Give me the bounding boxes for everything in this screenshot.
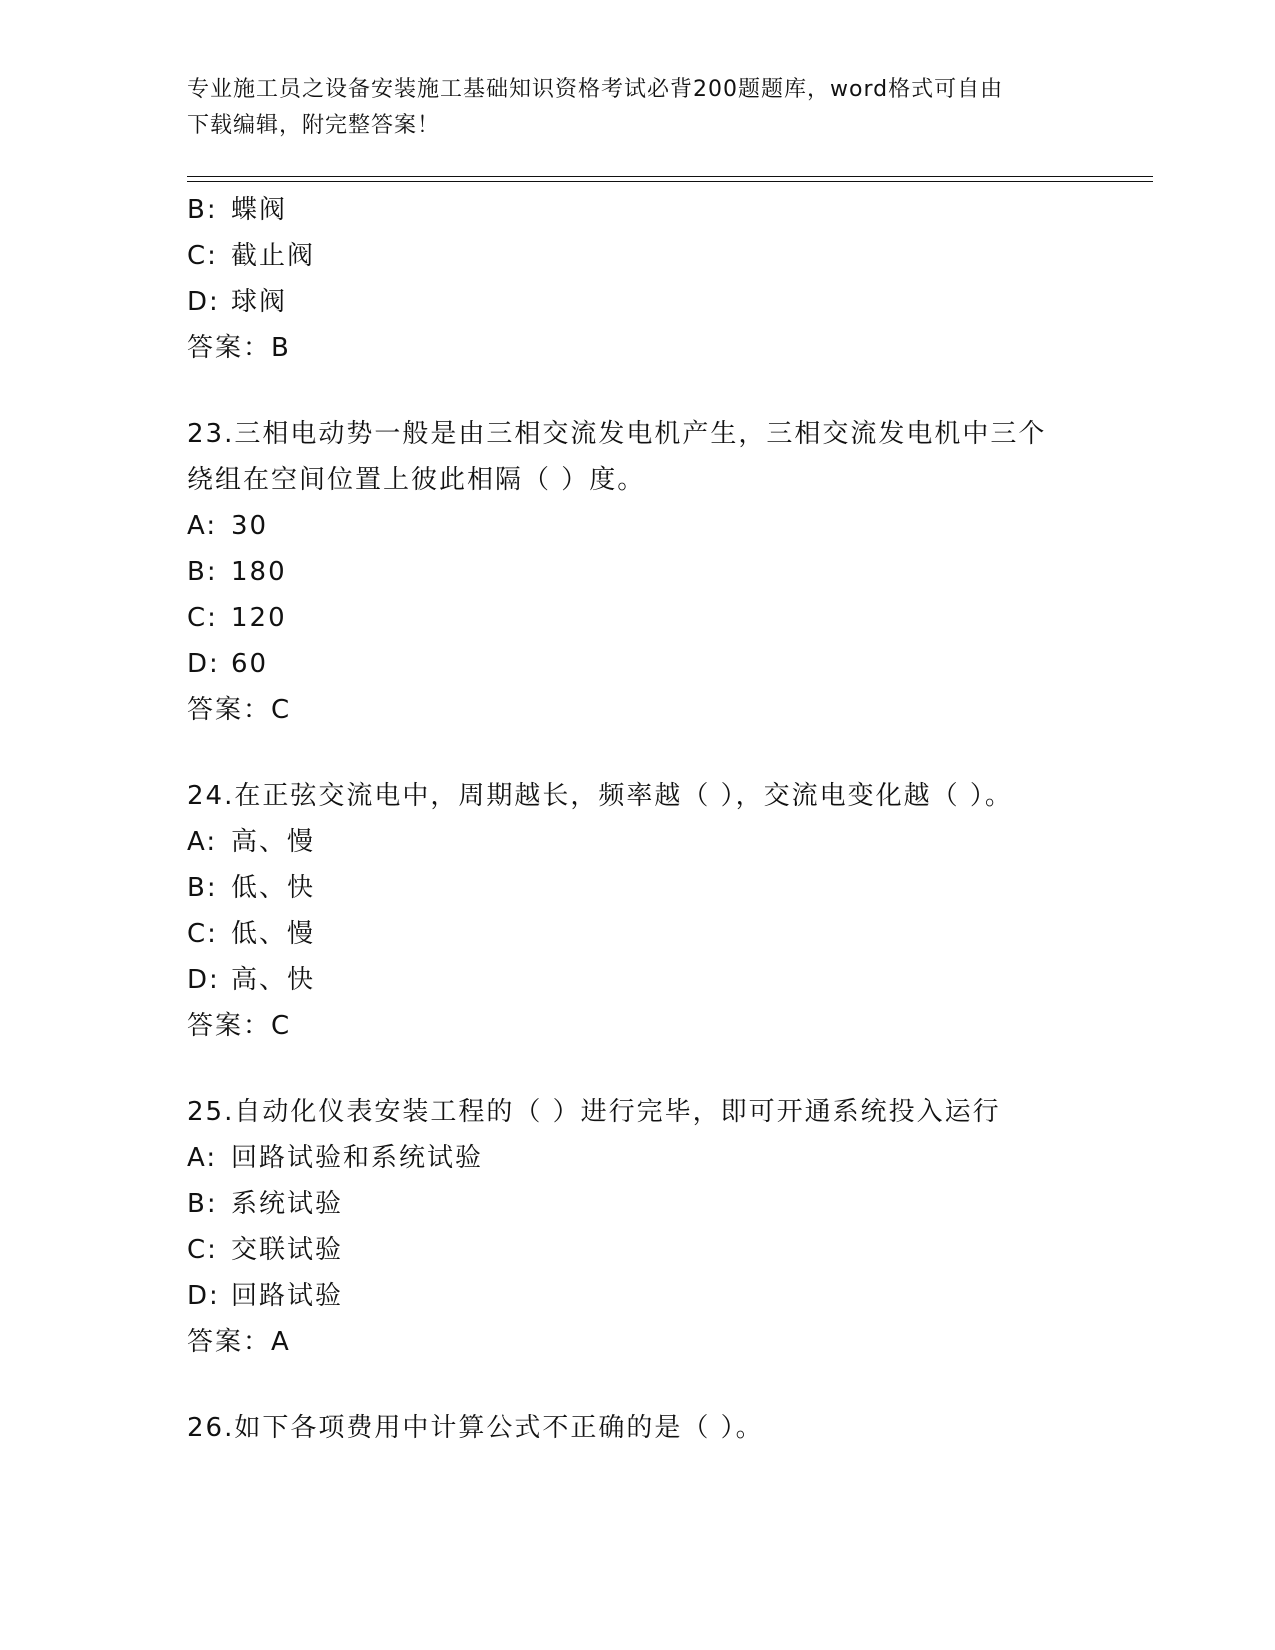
question-stem: 绕组在空间位置上彼此相隔（ ）度。 <box>187 465 646 495</box>
answer: 答案：B <box>187 333 291 363</box>
header-divider-top <box>187 176 1153 177</box>
question-22-continuation <box>187 187 1107 371</box>
header-line-2: 下载编辑，附完整答案！ <box>187 113 441 138</box>
question-stem: 24.在正弦交流电中，周期越长，频率越（ ），交流电变化越（ ）。 <box>187 781 1013 811</box>
document-header <box>187 72 1067 144</box>
option-c: C: 截止阀 <box>187 241 316 271</box>
option-d: D: 高、快 <box>187 965 316 995</box>
question-25 <box>187 1089 1107 1365</box>
option-a: A: 回路试验和系统试验 <box>187 1143 484 1173</box>
option-b: B: 低、快 <box>187 873 316 903</box>
question-stem: 25.自动化仪表安装工程的（ ）进行完毕，即可开通系统投入运行 <box>187 1097 1001 1127</box>
option-d: D: 回路试验 <box>187 1281 344 1311</box>
answer: 答案：C <box>187 695 292 725</box>
option-a: A: 高、慢 <box>187 827 316 857</box>
header-line-1: 专业施工员之设备安装施工基础知识资格考试必背200题题库，word格式可自由 <box>187 77 1004 102</box>
answer: 答案：C <box>187 1011 292 1041</box>
question-23 <box>187 411 1107 733</box>
option-c: C: 交联试验 <box>187 1235 344 1265</box>
option-c: C: 120 <box>187 603 287 633</box>
option-d: D: 球阀 <box>187 287 288 317</box>
answer: 答案：A <box>187 1327 291 1357</box>
option-b: B: 180 <box>187 557 287 587</box>
question-26 <box>187 1405 1107 1451</box>
question-stem: 26.如下各项费用中计算公式不正确的是（ ）。 <box>187 1413 764 1443</box>
option-d: D: 60 <box>187 649 269 679</box>
option-a: A: 30 <box>187 511 269 541</box>
option-b: B: 蝶阀 <box>187 195 288 225</box>
header-divider-bottom <box>187 181 1153 182</box>
option-c: C: 低、慢 <box>187 919 316 949</box>
option-b: B: 系统试验 <box>187 1189 344 1219</box>
question-24 <box>187 773 1107 1049</box>
question-list <box>187 187 1107 1451</box>
question-stem: 23.三相电动势一般是由三相交流发电机产生，三相交流发电机中三个 <box>187 419 1047 449</box>
